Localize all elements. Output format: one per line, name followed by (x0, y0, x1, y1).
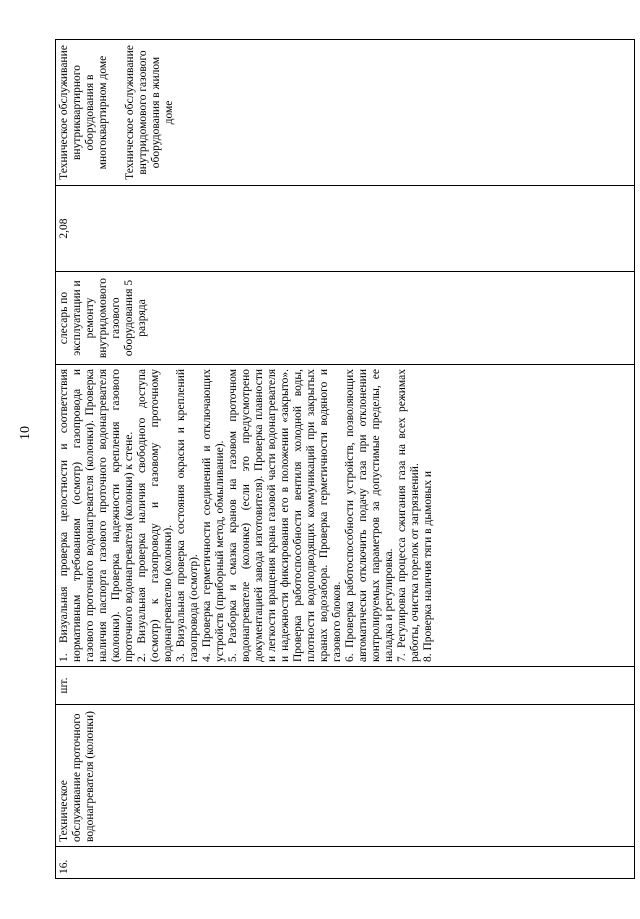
work-item: 6. Проверка работоспособности устройств, позволяющих автоматически отключить подачу газа при отклонении контролируемых параметров за допустимые пределы, ее наладка и регулировка. (344, 369, 395, 662)
specialist-cell: слесарь по эксплуатации и ремонту внутридомового газового оборудования 5 разряда (56, 272, 635, 365)
work-item: 3. Визуальная проверка состояния окраски и креплений газопровода (осмотр). (175, 369, 200, 662)
works-list (56, 365, 635, 667)
service-type-apartment: Техническое обслуживание внутриквартирного оборудования в многоквартирном доме (58, 45, 109, 180)
table-row (56, 40, 635, 879)
spacer (110, 44, 124, 181)
unit-cell: шт. (56, 667, 635, 705)
services-table (55, 39, 635, 879)
work-item: 8. Проверка наличия тяги в дымовых и (422, 470, 434, 662)
row-number: 16. (56, 847, 635, 879)
work-item: 2. Визуальная проверка наличия свободного доступа (осмотр) к газопроводу и газовому проточному водонагревателю (колонки). (136, 369, 174, 662)
service-name: Техническое обслуживание проточного водонагревателя (колонки) (56, 705, 635, 847)
norm-cell: 2,08 (56, 186, 635, 272)
page-number: 10 (18, 426, 33, 440)
work-item: 7. Регулировка процесса сжигания газа на всех режимах работы, очистка горелок от загрязнений. (396, 369, 421, 662)
service-type-cell (56, 40, 635, 186)
work-item: 4. Проверка герметичности соединений и отключающих устройств (приборный метод, обмыливание). (201, 369, 226, 662)
work-item: 1. Визуальная проверка целостности и соответствия нормативным требованиям (осмотр) газопровода и газового проточного водонагревателя (колонки). Проверка наличия паспорта газового проточного водонагревателя (колонки). Проверка надежности крепления газового проточного водонагревателя (колонки) к стене. (58, 369, 135, 662)
service-type-house: Техническое обслуживание внутридомового газового оборудования в жилом доме (124, 45, 175, 180)
work-item: 5. Разборка и смазка кранов на газовом проточном водонагревателе (колонке) (если это предусмотрено документацией завода изготовителя). Проверка плавности и легкости вращения крана газовой части водонагревателя и надежности фиксирования его в положении «закрыто». Проверка работоспособности вентиля холодной воды, плотности водоподводящих коммуникаций при закрытых кранах водозабора. Проверка герметичности водяного и газового блоков. (227, 369, 343, 662)
rotated-table-container (55, 40, 635, 879)
